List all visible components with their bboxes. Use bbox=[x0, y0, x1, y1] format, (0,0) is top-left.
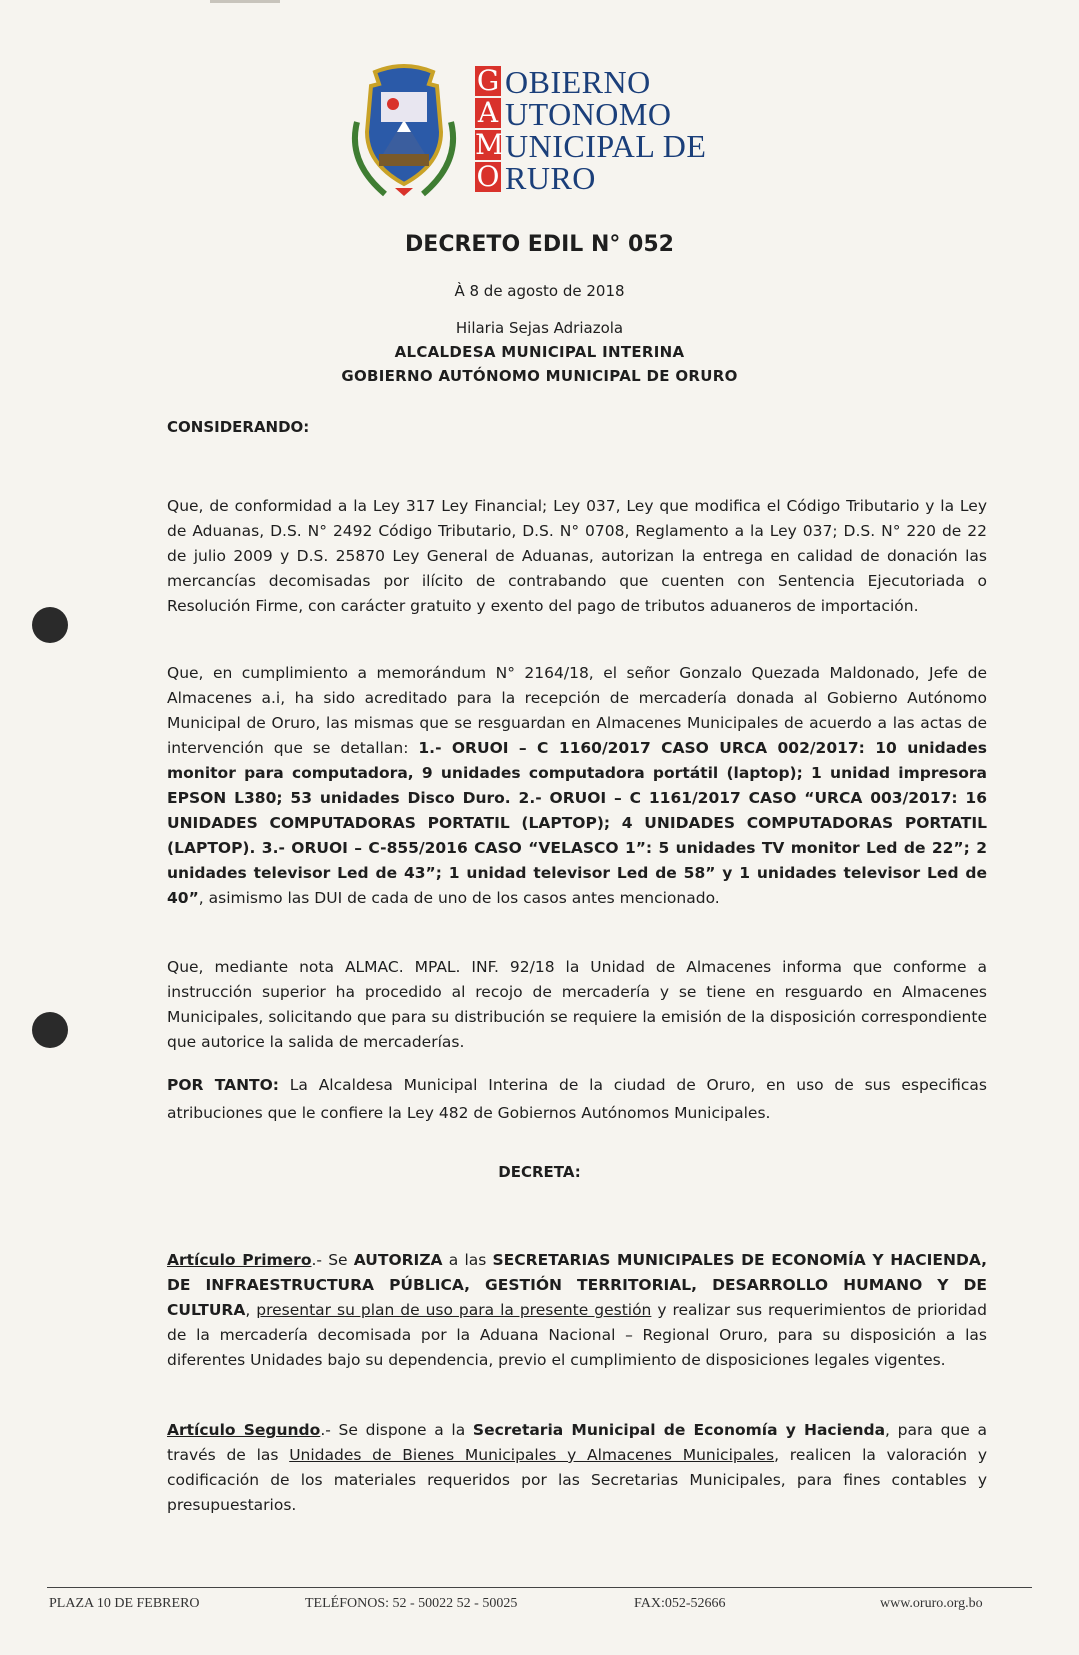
art1-b1: AUTORIZA bbox=[353, 1251, 443, 1269]
paragraph-2 bbox=[167, 661, 987, 911]
considerando-heading: CONSIDERANDO: bbox=[167, 418, 310, 436]
punch-hole bbox=[32, 607, 68, 643]
art1-b2: SECRETARIAS MUNICIPALES DE ECONOMÍA Y HACIENDA, DE INFRAESTRUCTURA PÚBLICA, GESTIÓN TERRITORIAL, DESARROLLO HUMANO Y DE CULTURA bbox=[167, 1251, 987, 1319]
paragraph-por-tanto bbox=[167, 1071, 987, 1127]
por-tanto-text: La Alcaldesa Municipal Interina de la ciudad de Oruro, en uso de sus especificas atribuciones que le confiere la Ley 482 de Gobiernos Autónomos Municipales. bbox=[167, 1076, 988, 1122]
p2-bold: 1.- ORUOI – C 1160/2017 CASO URCA 002/2017: 10 unidades monitor para computadora, 9 unidades computadora portátil (laptop); 1 unidad impresora EPSON L380; 53 unidades Disco Duro. 2.- ORUOI – C 1161/2017 CASO “URCA 003/2017: 16 UNIDADES COMPUTADORAS PORTATIL (LAPTOP); 4 UNIDADES COMPUTADORAS PORTATIL (LAPTOP). 3.- ORUOI – C-855/2016 CASO “VELASCO 1”: 5 unidades TV monitor Led de 22”; 2 unidades televisor Led de 43”; 1 unidad televisor Led de 58” y 1 unidades televisor Led de 40” bbox=[167, 739, 987, 907]
p2-text: Que, en cumplimiento a memorándum N° 2164/18, el señor Gonzalo Quezada Maldonado, Jefe de Almacenes a.i, ha sido acreditado para la recepción de mercadería donada al Gobierno Autónomo Municipal de Oruro, las mismas que se resguardan en Almacenes Municipales de acuerdo a las actas de intervención que se detallan: bbox=[167, 664, 987, 757]
footer-fax: FAX:052-52666 bbox=[634, 1596, 726, 1611]
scan-mark bbox=[210, 0, 280, 3]
punch-hole bbox=[32, 1012, 68, 1048]
logo-word: OBIERNO bbox=[505, 64, 651, 100]
footer-phones: TELÉFONOS: 52 - 50022 52 - 50025 bbox=[305, 1596, 518, 1611]
paragraph-3: Que, mediante nota ALMAC. MPAL. INF. 92/18 la Unidad de Almacenes informa que conforme a instrucción superior ha procedido al recojo de mercadería y se tiene en resguardo en Almacenes Municipales, solicitando que para su distribución se requiere la emisión de la disposición correspondiente que autorice la salida de mercaderías. bbox=[167, 958, 987, 1051]
logo-letter: O bbox=[476, 160, 500, 193]
article-first bbox=[167, 1248, 987, 1373]
letterhead-logo bbox=[345, 62, 745, 202]
decreta-heading: DECRETA: bbox=[498, 1163, 581, 1181]
p2-tail: , asimismo las DUI de cada de uno de los casos antes mencionado. bbox=[198, 889, 720, 907]
logo-word: UTONOMO bbox=[505, 96, 672, 132]
art1-t3: y realizar sus requerimientos de prioridad de la mercadería decomisada por la Aduana Nacional – Regional Oruro, para su disposición a las diferentes Unidades bajo su dependencia, previo el cumplimiento de disposiciones legales vigentes. bbox=[167, 1301, 987, 1369]
footer-address: PLAZA 10 DE FEBRERO bbox=[49, 1596, 200, 1611]
logo-word: UNICIPAL DE bbox=[505, 128, 707, 164]
gamo-wordmark bbox=[505, 66, 706, 194]
signatory-role: ALCALDESA MUNICIPAL INTERINA bbox=[394, 343, 685, 361]
logo-letter: A bbox=[475, 98, 501, 128]
gamo-initials bbox=[475, 64, 504, 194]
por-tanto-label: POR TANTO: bbox=[167, 1076, 280, 1094]
article-second bbox=[167, 1418, 987, 1518]
art2-t2: , para que a través de las bbox=[167, 1421, 987, 1464]
decree-date: À 8 de agosto de 2018 bbox=[454, 282, 625, 300]
article-second-label: Artículo Segundo bbox=[167, 1421, 321, 1439]
logo-letter: G bbox=[476, 64, 500, 97]
art1-t2: , bbox=[245, 1301, 257, 1319]
paragraph-1: Que, de conformidad a la Ley 317 Ley Financial; Ley 037, Ley que modifica el Código Tributario y la Ley de Aduanas, D.S. N° 2492 Código Tributario, D.S. N° 0708, Reglamento a la Ley 037; D.S. N° 220 de 22 de julio 2009 y D.S. 25870 Ley General de Aduanas, autorizan la entrega en calidad de donación las mercancías decomisadas por ilícito de contrabando que cuenten con Sentencia Ejecutoriada o Resolución Firme, con carácter gratuito y exento del pago de tributos aduaneros de importación. bbox=[167, 497, 987, 615]
art2-b1: Secretaria Municipal de Economía y Hacienda bbox=[472, 1421, 886, 1439]
art2-t1: .- Se dispone a la bbox=[320, 1421, 473, 1439]
art2-t3: , realicen la valoración y codificación de los materiales requeridos por las Secretarias Municipales, para fines contables y presupuestarios. bbox=[167, 1446, 987, 1514]
signatory-org: GOBIERNO AUTÓNOMO MUNICIPAL DE ORURO bbox=[341, 367, 738, 385]
logo-word: RURO bbox=[505, 160, 596, 196]
footer-divider bbox=[47, 1587, 1032, 1588]
art1-t1: a las bbox=[442, 1251, 493, 1269]
signatory-name: Hilaria Sejas Adriazola bbox=[455, 319, 624, 337]
footer-website: www.oruro.org.bo bbox=[880, 1596, 983, 1611]
art1-sep: .- Se bbox=[311, 1251, 354, 1269]
coat-of-arms-icon bbox=[345, 62, 463, 200]
art1-u1: presentar su plan de uso para la presente gestión bbox=[256, 1301, 652, 1319]
decree-title: DECRETO EDIL N° 052 bbox=[405, 232, 674, 257]
art2-u1: Unidades de Bienes Municipales y Almacenes Municipales bbox=[289, 1446, 775, 1464]
article-first-label: Artículo Primero bbox=[167, 1251, 312, 1269]
logo-letter: M bbox=[475, 128, 504, 161]
